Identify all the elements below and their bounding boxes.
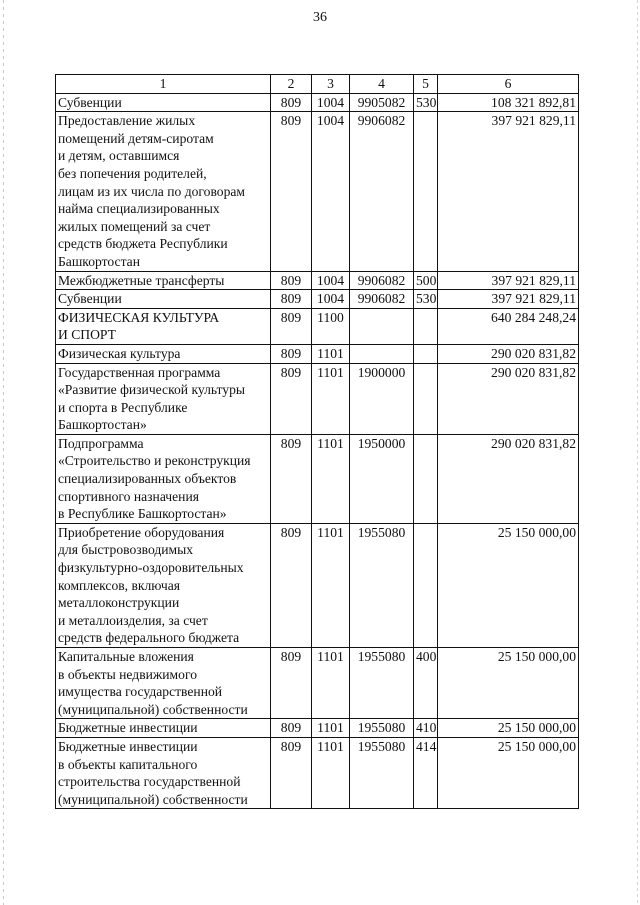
amount-cell: 290 020 831,82 bbox=[438, 344, 579, 363]
expense-type-cell bbox=[414, 112, 438, 271]
target-article-cell: 1900000 bbox=[350, 363, 414, 434]
department-code-cell: 809 bbox=[271, 112, 312, 271]
row-name-cell: Бюджетные инвестиции bbox=[56, 719, 271, 738]
amount-cell: 25 150 000,00 bbox=[438, 719, 579, 738]
expense-type-cell bbox=[414, 434, 438, 523]
amount-cell: 397 921 829,11 bbox=[438, 271, 579, 290]
column-header-3: 3 bbox=[312, 75, 350, 94]
department-code-cell: 809 bbox=[271, 719, 312, 738]
expense-type-cell bbox=[414, 523, 438, 647]
amount-cell: 290 020 831,82 bbox=[438, 363, 579, 434]
section-code-cell: 1004 bbox=[312, 290, 350, 309]
section-code-cell: 1004 bbox=[312, 271, 350, 290]
section-code-cell: 1101 bbox=[312, 363, 350, 434]
table-body bbox=[56, 93, 579, 809]
column-header-6: 6 bbox=[438, 75, 579, 94]
page-number: 36 bbox=[313, 10, 327, 25]
expense-type-cell: 500 bbox=[414, 271, 438, 290]
amount-cell: 397 921 829,11 bbox=[438, 112, 579, 271]
table-header-row bbox=[56, 75, 579, 94]
amount-cell: 397 921 829,11 bbox=[438, 290, 579, 309]
expense-type-cell bbox=[414, 308, 438, 344]
section-code-cell: 1100 bbox=[312, 308, 350, 344]
column-header-4: 4 bbox=[350, 75, 414, 94]
table-row bbox=[56, 648, 579, 719]
scan-left-edge bbox=[3, 0, 4, 905]
target-article-cell bbox=[350, 308, 414, 344]
amount-cell: 640 284 248,24 bbox=[438, 308, 579, 344]
department-code-cell: 809 bbox=[271, 271, 312, 290]
target-article-cell: 1950000 bbox=[350, 434, 414, 523]
expense-type-cell bbox=[414, 363, 438, 434]
section-code-cell: 1101 bbox=[312, 648, 350, 719]
department-code-cell: 809 bbox=[271, 434, 312, 523]
target-article-cell: 9905082 bbox=[350, 93, 414, 112]
department-code-cell: 809 bbox=[271, 308, 312, 344]
budget-table bbox=[55, 74, 579, 809]
column-header-5: 5 bbox=[414, 75, 438, 94]
section-code-cell: 1101 bbox=[312, 434, 350, 523]
table-row bbox=[56, 112, 579, 271]
scan-right-edge bbox=[637, 0, 638, 905]
row-name-cell: Субвенции bbox=[56, 290, 271, 309]
target-article-cell: 9906082 bbox=[350, 290, 414, 309]
expense-type-cell: 530 bbox=[414, 93, 438, 112]
row-name-cell: Субвенции bbox=[56, 93, 271, 112]
amount-cell: 290 020 831,82 bbox=[438, 434, 579, 523]
table-row bbox=[56, 719, 579, 738]
row-name-cell: Приобретение оборудования для быстровозводимых физкультурно-оздоровительных комплексов, включая металлоконструкции и металлоизделия, за счет средств федерального бюджета bbox=[56, 523, 271, 647]
section-code-cell: 1004 bbox=[312, 93, 350, 112]
table-row bbox=[56, 308, 579, 344]
row-name-cell: Бюджетные инвестиции в объекты капитального строительства государственной (муниципальной) собственности bbox=[56, 737, 271, 808]
row-name-cell: Подпрограмма «Строительство и реконструкция специализированных объектов спортивного назначения в Республике Башкортостан» bbox=[56, 434, 271, 523]
section-code-cell: 1101 bbox=[312, 523, 350, 647]
amount-cell: 25 150 000,00 bbox=[438, 523, 579, 647]
row-name-cell: ФИЗИЧЕСКАЯ КУЛЬТУРА И СПОРТ bbox=[56, 308, 271, 344]
department-code-cell: 809 bbox=[271, 648, 312, 719]
target-article-cell: 9906082 bbox=[350, 112, 414, 271]
department-code-cell: 809 bbox=[271, 737, 312, 808]
section-code-cell: 1101 bbox=[312, 344, 350, 363]
section-code-cell: 1004 bbox=[312, 112, 350, 271]
target-article-cell: 1955080 bbox=[350, 523, 414, 647]
amount-cell: 25 150 000,00 bbox=[438, 648, 579, 719]
expense-type-cell: 414 bbox=[414, 737, 438, 808]
table-row bbox=[56, 363, 579, 434]
section-code-cell: 1101 bbox=[312, 737, 350, 808]
target-article-cell: 1955080 bbox=[350, 648, 414, 719]
row-name-cell: Государственная программа «Развитие физической культуры и спорта в Республике Башкортостан» bbox=[56, 363, 271, 434]
expense-type-cell: 400 bbox=[414, 648, 438, 719]
expense-type-cell: 410 bbox=[414, 719, 438, 738]
amount-cell: 108 321 892,81 bbox=[438, 93, 579, 112]
row-name-cell: Предоставление жилых помещений детям-сиротам и детям, оставшимся без попечения родителей, лицам из их числа по договорам найма специализированных жилых помещений за счет средств бюджета Республики Башкортостан bbox=[56, 112, 271, 271]
row-name-cell: Капитальные вложения в объекты недвижимого имущества государственной (муниципальной) собственности bbox=[56, 648, 271, 719]
table-row bbox=[56, 523, 579, 647]
column-header-2: 2 bbox=[271, 75, 312, 94]
table-row bbox=[56, 290, 579, 309]
department-code-cell: 809 bbox=[271, 93, 312, 112]
amount-cell: 25 150 000,00 bbox=[438, 737, 579, 808]
target-article-cell bbox=[350, 344, 414, 363]
department-code-cell: 809 bbox=[271, 344, 312, 363]
column-header-1: 1 bbox=[56, 75, 271, 94]
row-name-cell: Физическая культура bbox=[56, 344, 271, 363]
department-code-cell: 809 bbox=[271, 363, 312, 434]
row-name-cell: Межбюджетные трансферты bbox=[56, 271, 271, 290]
table-row bbox=[56, 271, 579, 290]
table-row bbox=[56, 737, 579, 808]
department-code-cell: 809 bbox=[271, 290, 312, 309]
table-row bbox=[56, 93, 579, 112]
table-row bbox=[56, 344, 579, 363]
department-code-cell: 809 bbox=[271, 523, 312, 647]
section-code-cell: 1101 bbox=[312, 719, 350, 738]
target-article-cell: 1955080 bbox=[350, 719, 414, 738]
target-article-cell: 1955080 bbox=[350, 737, 414, 808]
expense-type-cell bbox=[414, 344, 438, 363]
target-article-cell: 9906082 bbox=[350, 271, 414, 290]
expense-type-cell: 530 bbox=[414, 290, 438, 309]
table-row bbox=[56, 434, 579, 523]
